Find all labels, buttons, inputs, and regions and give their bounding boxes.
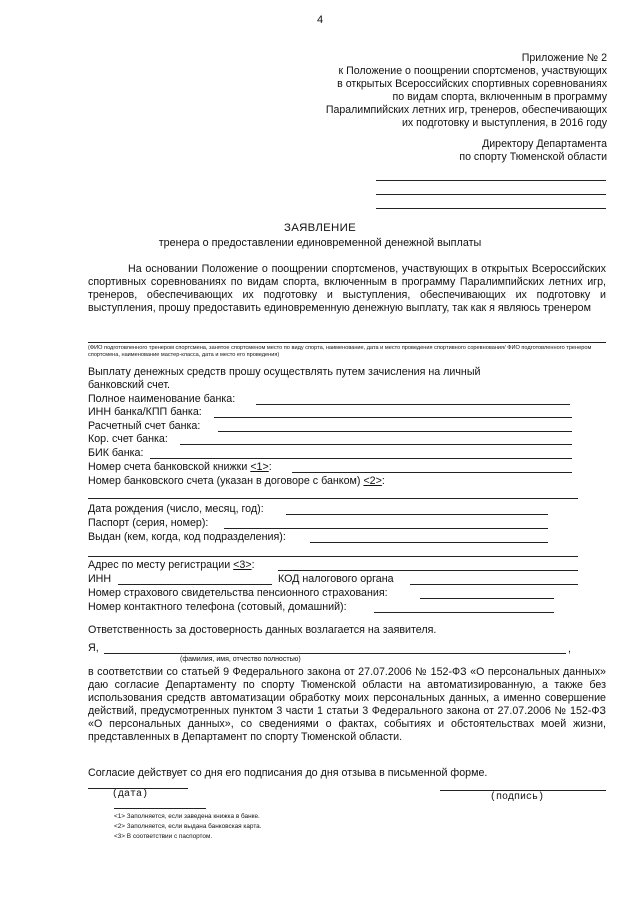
footnote: <1> Заполняется, если заведена книжка в банке. bbox=[114, 813, 260, 820]
appendix-line: Паралимпийских летних игр, тренеров, обеспечивающих bbox=[325, 104, 607, 116]
addressee-line: по спорту Тюменской области bbox=[459, 151, 607, 163]
issued-field[interactable] bbox=[310, 542, 548, 543]
footnote-ref[interactable]: <3> bbox=[233, 559, 252, 571]
appendix-line: к Положение о поощрении спортсменов, участвующих bbox=[338, 65, 607, 77]
birth-date-field[interactable] bbox=[286, 514, 548, 515]
consent-validity: Согласие действует со дня его подписания до дня отзыва в письменной форме. bbox=[88, 767, 488, 779]
birth-date-label: Дата рождения (число, месяц, год): bbox=[88, 503, 264, 515]
footnote-ref[interactable]: <1> bbox=[250, 461, 269, 473]
phone-label: Номер контактного телефона (сотовый, домашний): bbox=[88, 601, 347, 613]
tax-office-label: КОД налогового органа bbox=[278, 573, 394, 585]
insurance-field[interactable] bbox=[420, 598, 554, 599]
footnote-separator bbox=[114, 808, 206, 809]
blank-line bbox=[376, 180, 606, 181]
bank-account-field[interactable] bbox=[88, 498, 578, 499]
passbook-label-text: Номер счета банковской книжки bbox=[88, 461, 248, 473]
passport-label: Паспорт (серия, номер): bbox=[88, 517, 209, 529]
issued-label: Выдан (кем, когда, код подразделения): bbox=[88, 531, 286, 543]
settlement-account-label: Расчетный счет банка: bbox=[88, 420, 201, 432]
athlete-note: (ФИО подготовленного тренером спортсмена, занятое спортсменом место по виду спорта, наименование, дата и место проведения спортивного соревнования/ ФИО подготовленного тренером спортсмена, наименование мастер-класса, дата и место его проведения) bbox=[88, 345, 592, 358]
document-subtitle: тренера о предоставлении единовременной денежной выплаты bbox=[158, 237, 482, 249]
settlement-account-field[interactable] bbox=[218, 431, 572, 432]
corr-account-field[interactable] bbox=[180, 444, 572, 445]
insurance-label: Номер страхового свидетельства пенсионного страхования: bbox=[88, 587, 388, 599]
footnote: <3> В соответствии с паспортом. bbox=[114, 833, 213, 840]
bik-label: БИК банка: bbox=[88, 447, 144, 459]
appendix-heading bbox=[326, 52, 607, 164]
page-number: 4 bbox=[316, 14, 324, 26]
address-field[interactable] bbox=[278, 570, 578, 571]
address-label-text: Адрес по месту регистрации bbox=[88, 559, 231, 571]
appendix-line: их подготовку и выступления, в 2016 году bbox=[402, 117, 607, 129]
payment-text: банковский счет. bbox=[88, 379, 171, 391]
blank-line bbox=[88, 342, 606, 343]
document-page: 4 Приложение № 2 к Положение о поощрении спортсменов, участвующих в открытых Всероссийских спортивных соревнованиях по видам спорта, включенным в программу Паралимпийских летних игр, тренеров, обеспечивающих их подготовку и выступления, в 2016 году Директору Департамента по спорту Тюменской области ЗАЯВЛЕНИЕ тренера о предоставлении единовременной денежной выплаты На основании Положение о поощрении спортсменов, участвующих в открытых Всероссийских спортивных соревнованиях по видам спорта, включенным в программу Паралимпийских летних игр, тренеров, обеспечивающих их подготовку и выступления, обеспечивающих их подготовку и выступления, прошу предоставить единовременную денежную выплату, так как я являюсь тренером (ФИО подготовленного тренером спортсмена, занятое спортсменом место по виду спорта, наименование, дата и место проведения спортивного соревнования/ ФИО подготовленного тренером спортсмена, наименование мастер-класса, дата и место его проведения) Выплату денежных средств прошу осуществлять путем зачисления на личный банковский счет. Полное наименование банка: ИНН банка/КПП банка: Расчетный счет банка: Кор. счет банка: БИК банка: Номер счета банковской книжки <1>: Номер банковского счета (указан в договоре с банком) <2>: Дата рождения (число, месяц, год): Паспорт (серия, номер): Выдан (кем, когда, код подразделения): Адрес по месту регистрации <3>: ИНН КОД налогового органа Номер страхового свидетельства пенсионного страхования: Номер контактного телефона (сотовый, домашний): Ответственность за достоверность данных возлагается на заявителя. Я, , (фамилия, имя, отчество полностью) в соответствии со статьей 9 Федерального закона от 27.07.2006 № 152-ФЗ «О персональных данных» даю согласие Департаменту по спорту Тюменской области на автоматизированную, а также без использования средств автоматизации обработку моих персональных данных, а именно совершение действий, предусмотренных пунктом 3 части 1 статьи 3 Федерального закона от 27.07.2006 № 152-ФЗ «О персональных данных», со сведениями о фактах, событиях и обстоятельствах моей жизни, представленных в Департамент по спорту Тюменской области. Согласие действует со дня его подписания до дня отзыва в письменной форме. (дата) (подпись) <1> Заполняется, если заведена книжка в банке. <2> Заполняется, если выдана банковская карта. <3> В соответствии с паспортом. bbox=[0, 0, 640, 905]
appendix-line: Приложение № 2 bbox=[521, 52, 607, 64]
tax-office-field[interactable] bbox=[410, 584, 578, 585]
bik-field[interactable] bbox=[150, 458, 572, 459]
bank-account-label-text: Номер банковского счета (указан в договоре с банком) bbox=[88, 475, 361, 487]
footnote-ref[interactable]: <2> bbox=[363, 475, 382, 487]
appendix-line: в открытых Всероссийских спортивных соревнованиях bbox=[337, 78, 607, 90]
inn-field[interactable] bbox=[118, 584, 272, 585]
consent-paragraph: в соответствии со статьей 9 Федерального закона от 27.07.2006 № 152-ФЗ «О персональных данных» даю согласие Департаменту по спорту Тюменской области на автоматизированную, а также без использования средств автоматизации обработку моих персональных данных, а именно совершение действий, предусмотренных пунктом 3 части 1 статьи 3 Федерального закона от 27.07.2006 № 152-ФЗ «О персональных данных», со сведениями о фактах, событиях и обстоятельствах моей жизни, представленных в Департамент по спорту Тюменской области. bbox=[88, 666, 606, 743]
consent-i: Я, bbox=[88, 642, 99, 654]
inn-kpp-field[interactable] bbox=[214, 417, 572, 418]
passbook-label: Номер счета банковской книжки <1>: bbox=[88, 461, 272, 473]
intro-paragraph: На основании Положение о поощрении спортсменов, участвующих в открытых Всероссийских спортивных соревнованиях по видам спорта, включенным в программу Паралимпийских летних игр, тренеров, обеспечивающих их подготовку и выступления, обеспечивающих их подготовку и выступления, прошу предоставить единовременную денежную выплату, так как я являюсь тренером bbox=[88, 263, 606, 314]
blank-line bbox=[376, 208, 606, 209]
passport-field[interactable] bbox=[224, 528, 548, 529]
bank-name-label: Полное наименование банка: bbox=[88, 393, 236, 405]
phone-field[interactable] bbox=[374, 612, 554, 613]
bank-account-label: Номер банковского счета (указан в договоре с банком) <2>: bbox=[88, 475, 385, 487]
payment-text: Выплату денежных средств прошу осуществлять путем зачисления на личный bbox=[88, 366, 481, 378]
corr-account-label: Кор. счет банка: bbox=[88, 433, 168, 445]
date-caption: (дата) bbox=[112, 789, 149, 800]
footnote: <2> Заполняется, если выдана банковская карта. bbox=[114, 823, 262, 830]
name-note: (фамилия, имя, отчество полностью) bbox=[180, 656, 301, 663]
document-title: ЗАЯВЛЕНИЕ bbox=[284, 222, 356, 234]
inn-label: ИНН bbox=[88, 573, 112, 585]
passbook-field[interactable] bbox=[292, 472, 572, 473]
addressee-line: Директору Департамента bbox=[482, 138, 607, 150]
full-name-field[interactable] bbox=[104, 653, 566, 654]
address-label: Адрес по месту регистрации <3>: bbox=[88, 559, 255, 571]
inn-kpp-label: ИНН банка/КПП банка: bbox=[88, 406, 202, 418]
appendix-line: по видам спорта, включенным в программу bbox=[392, 91, 607, 103]
responsibility-text: Ответственность за достоверность данных возлагается на заявителя. bbox=[88, 624, 437, 636]
issued-field-cont[interactable] bbox=[88, 556, 578, 557]
blank-line bbox=[376, 194, 606, 195]
signature-field[interactable] bbox=[440, 790, 606, 791]
bank-name-field[interactable] bbox=[256, 404, 570, 405]
signature-caption: (подпись) bbox=[490, 792, 545, 803]
